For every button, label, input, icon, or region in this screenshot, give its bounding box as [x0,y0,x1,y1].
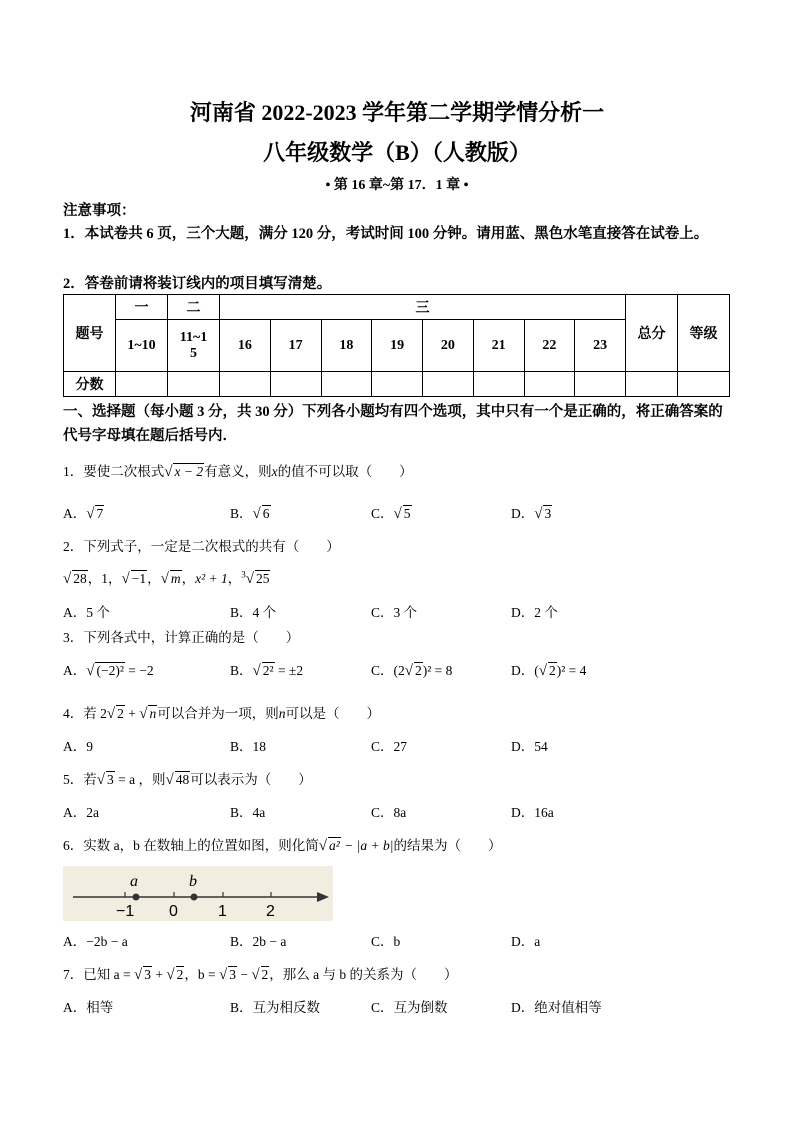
tick-label: 1 [218,903,227,920]
q1-option-c: C．√ 5 [371,506,411,522]
header-total: 总分 [626,295,678,372]
section1-heading: 一、选择题（每小题 3 分，共 30 分）下列各小题均有四个选项，其中只有一个是正确的，将正确答案的代号字母填在题后括号内． [63,404,723,444]
question-6: 6．实数 a，b 在数轴上的位置如图，则化简√ a² − |a + b|的结果为（ ） [63,838,502,854]
header-grade: 等级 [678,295,730,372]
range-11-15: 11~1 5 [168,320,220,372]
score-cell[interactable] [473,372,524,397]
axis-arrow-icon [317,892,329,902]
q3-option-c: C．(2√ 2)² = 8 [371,663,453,679]
q6-option-b: B．2b − a [230,934,287,949]
q3-option-d: D．(√ 2)² = 4 [511,663,587,679]
q6-option-a: A．−2b − a [63,934,128,949]
q7-option-b: B．互为相反数 [230,1000,321,1015]
score-cell[interactable] [678,372,730,397]
header-part3: 三 [220,295,626,320]
header-part2: 二 [168,295,220,320]
q3-option-b: B．√ 2² = ±2 [230,663,304,679]
tick-label: 2 [266,903,275,920]
col-23: 23 [575,320,626,372]
q3-option-a: A．√ (−2)² = −2 [63,663,154,679]
q1-option-a: A．√ 7 [63,506,104,522]
score-cell[interactable] [575,372,626,397]
notes-heading: 注意事项： [63,203,136,219]
score-cell[interactable] [524,372,575,397]
score-table [63,294,730,397]
col-19: 19 [372,320,423,372]
q2-option-a: A．5 个 [63,605,110,620]
question-2: 2．下列式子，一定是二次根式的共有（ ） [63,539,340,554]
q4-option-d: D．54 [511,739,548,754]
score-cell[interactable] [626,372,678,397]
col-16: 16 [220,320,271,372]
question-4: 4．若 2√ 2 + √ n可以合并为一项，则n可以是（ ） [63,706,380,722]
point-b-dot [191,894,198,901]
score-cell[interactable] [116,372,168,397]
q2-option-b: B．4 个 [230,605,277,620]
col-18: 18 [321,320,372,372]
header-tihao: 题号 [64,295,116,372]
question-3: 3．下列各式中，计算正确的是（ ） [63,630,300,645]
exam-subtitle: 八年级数学（B）（人教版） [263,140,531,165]
row-score-label: 分数 [64,372,116,397]
range-1-10: 1~10 [116,320,168,372]
q2-expressions: √ 28，1，√ −1，√ m，x² + 1，$^3$√ 25 [63,569,270,587]
score-cell[interactable] [321,372,372,397]
question-1: 1．要使二次根式√ x − 2有意义，则x的值不可以取（ ） [63,464,413,480]
q5-option-b: B．4a [230,805,266,820]
q4-option-c: C．27 [371,739,408,754]
number-line-figure [63,866,333,921]
q4-option-a: A．9 [63,739,93,754]
header-part1: 一 [116,295,168,320]
score-cell[interactable] [423,372,474,397]
score-cell[interactable] [372,372,423,397]
col-21: 21 [473,320,524,372]
q1-option-b: B．√ 6 [230,506,270,522]
q2-option-c: C．3 个 [371,605,418,620]
note-item-1: 1．本试卷共 6 页，三个大题，满分 120 分，考试时间 100 分钟。请用蓝、黑色水笔直接答在试卷上。 [63,226,709,242]
col-17: 17 [270,320,321,372]
note-item-2: 2．答卷前请将装订线内的项目填写清楚。 [63,276,332,292]
q7-option-d: D．绝对值相等 [511,1000,602,1015]
q7-option-a: A．相等 [63,1000,114,1015]
score-cell[interactable] [168,372,220,397]
col-22: 22 [524,320,575,372]
q7-option-c: C．互为倒数 [371,1000,448,1015]
col-20: 20 [423,320,474,372]
q6-option-c: C．b [371,934,401,949]
q5-option-a: A．2a [63,805,99,820]
score-cell[interactable] [270,372,321,397]
q5-option-c: C．8a [371,805,407,820]
tick-label: −1 [116,903,135,920]
q5-option-d: D．16a [511,805,554,820]
score-cell[interactable] [220,372,271,397]
q1-option-d: D．√ 3 [511,506,552,522]
point-a-label: a [130,873,138,890]
point-b-label: b [189,873,197,890]
tick-label: 0 [169,903,178,920]
q4-option-b: B．18 [230,739,267,754]
q2-option-d: D．2 个 [511,605,558,620]
q6-option-d: D．a [511,934,541,949]
chapter-range: • 第 16 章~第 17．1 章 • [325,178,469,193]
exam-title: 河南省 2022-2023 学年第二学期学情分析一 [189,100,605,125]
question-5: 5．若√ 3 = a ，则√ 48可以表示为（ ） [63,772,312,788]
point-a-dot [133,894,140,901]
question-7: 7．已知 a = √ 3 + √ 2，b = √ 3 − √ 2，那么 a 与 b 的关系为（ ） [63,967,458,983]
number-line-svg [63,866,333,921]
